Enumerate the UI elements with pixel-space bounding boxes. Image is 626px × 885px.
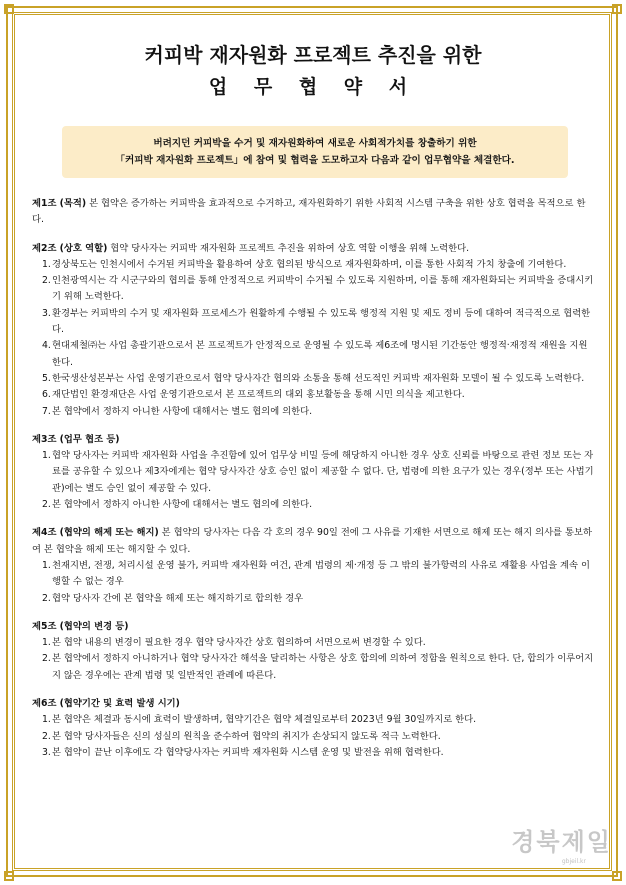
clause-number: 1. <box>42 450 51 462</box>
article-heading <box>32 196 594 229</box>
article-intro: 본 협약의 당사자는 다음 각 호의 경우 90일 전에 그 사유를 기재한 서면으로 해제 또는 해지 의사를 통보하여 본 협약을 해제 또는 해지할 수 있다. <box>32 527 592 555</box>
corner-ornament <box>612 4 622 14</box>
clause-text: 본 협약에서 정하지 아니하거나 협약 당사자간 해석을 달리하는 사항은 상호 합의에 의하여 정함을 원칙으로 한다. 단, 합의가 이루어지지 않은 경우에는 관계 법령 및 일반적인 관례에 따른다. <box>52 653 594 681</box>
clause-item <box>38 591 594 607</box>
document-title: 커피박 재자원화 프로젝트 추진을 위한 <box>144 43 482 67</box>
clause-number: 2. <box>42 275 51 287</box>
article-heading <box>32 525 594 558</box>
document-subtitle: 업 무 협 약 서 <box>208 76 418 98</box>
article-2 <box>32 241 594 420</box>
clause-item <box>38 448 594 497</box>
clause-item <box>38 729 594 745</box>
preamble-line-2: 「커피박 재자원화 프로젝트」에 참여 및 협력을 도모하고자 다음과 같이 업무협약을 체결한다. <box>115 155 515 166</box>
watermark-url: gbjeil.kr <box>561 858 586 865</box>
clause-text: 천재지변, 전쟁, 처리시설 운영 불가, 커피박 재자원화 여건, 관계 법령의 제·개정 등 그 밖의 불가항력의 사유로 재활용 사업을 계속 이행할 수 없는 경우 <box>52 559 590 588</box>
clause-number: 3. <box>42 307 51 319</box>
clause-text: 한국생산성본부는 사업 운영기관으로서 협약 당사자간 협의와 소통을 통해 선도적인 커피박 재자원화 모델이 될 수 있도록 노력한다. <box>52 372 585 384</box>
article-heading <box>32 619 594 635</box>
clause-item <box>38 497 594 513</box>
article-clauses <box>32 558 594 607</box>
clause-number: 2. <box>42 653 51 665</box>
article-title: 제3조 (업무 협조 등) <box>32 433 120 445</box>
clause-item <box>38 257 594 273</box>
clause-item <box>38 273 594 306</box>
article-clauses <box>32 257 594 420</box>
clause-item <box>38 712 594 728</box>
watermark-logo: 경북제일 <box>511 827 612 856</box>
clause-item <box>38 387 594 403</box>
article-clauses <box>32 712 594 761</box>
clause-number: 6. <box>42 389 51 401</box>
clause-number: 5. <box>42 372 51 384</box>
article-heading <box>32 241 594 257</box>
article-title: 제5조 (협약의 변경 등) <box>32 620 129 632</box>
clause-text: 협약 당사자 간에 본 협약을 해제 또는 해지하기로 합의한 경우 <box>52 592 304 604</box>
clause-item <box>38 338 594 371</box>
clause-text: 본 협약이 끝난 이후에도 각 협약당사자는 커피박 재자원화 시스템 운영 및 발전을 위해 협력한다. <box>52 746 444 758</box>
clause-item <box>38 306 594 339</box>
clause-item <box>38 404 594 420</box>
clause-text: 본 협약은 체결과 동시에 효력이 발생하며, 협약기간은 협약 체결일로부터 2023년 9월 30일까지로 한다. <box>52 714 477 726</box>
article-title: 제4조 (협약의 해제 또는 해지) <box>32 527 159 539</box>
preamble-banner <box>62 126 568 178</box>
clause-item <box>38 371 594 387</box>
clause-item <box>38 651 594 684</box>
clause-item <box>38 635 594 651</box>
clause-text: 본 협약 당사자들은 신의 성실의 원칙을 준수하여 협약의 취지가 손상되지 않도록 적극 노력한다. <box>52 730 441 742</box>
corner-ornament <box>4 871 14 881</box>
clause-text: 본 협약 내용의 변경이 필요한 경우 협약 당사자간 상호 협의하여 서면으로써 변경할 수 있다. <box>52 637 426 649</box>
article-title: 제2조 (상호 역할) <box>32 242 108 254</box>
clause-number: 3. <box>42 746 51 758</box>
clause-text: 본 협약에서 정하지 아니한 사항에 대해서는 별도 협의에 의한다. <box>52 405 313 417</box>
article-title: 제6조 (협약기간 및 효력 발생 시기) <box>32 698 180 710</box>
article-title: 제1조 (목적) <box>32 198 87 209</box>
clause-text: 환경부는 커피박의 수거 및 재자원화 프로세스가 원활하게 수행될 수 있도록 행정적 지원 및 제도 정비 등에 대하여 적극적으로 협력한다. <box>52 307 591 336</box>
article-1 <box>32 196 594 229</box>
clause-number: 4. <box>42 340 51 352</box>
clause-number: 7. <box>42 405 51 417</box>
clause-item <box>38 745 594 761</box>
article-clauses <box>32 635 594 684</box>
article-3 <box>32 432 594 513</box>
article-5 <box>32 619 594 684</box>
clause-text: 인천광역시는 각 시군구와의 협의를 통해 안정적으로 커피박이 수거될 수 있도록 지원하며, 이를 통해 재자원화되는 커피박을 증대시키기 위해 노력한다. <box>52 275 594 303</box>
article-6 <box>32 696 594 761</box>
clause-number: 2. <box>42 730 51 742</box>
clause-number: 1. <box>42 559 51 571</box>
article-4 <box>32 525 594 606</box>
clause-text: 협약 당사자는 커피박 재자원화 사업을 추진함에 있어 업무상 비밀 등에 해당하지 아니한 경우 상호 신뢰를 바탕으로 관련 정보 또는 자료를 공유할 수 있으나 제3자에게는 협약 당사자간 상호 승인 없이 제공할 수 없다. 단, 법령에 의한 요구가 있는 경우(정부 또는 사법기관)에는 별도 승인 없이 제공할 수 있다. <box>52 450 594 494</box>
article-heading <box>32 432 594 448</box>
corner-ornament <box>612 871 622 881</box>
clause-number: 1. <box>42 258 51 270</box>
article-intro: 협약 당사자는 커피박 재자원화 프로젝트 추진을 위하여 상호 역할 이행을 위해 노력한다. <box>107 242 470 254</box>
article-clauses <box>32 448 594 513</box>
clause-number: 2. <box>42 592 51 604</box>
clause-text: 재단법인 환경재단은 사업 운영기관으로서 본 프로젝트의 대외 홍보활동을 통해 시민 의식을 제고한다. <box>52 389 465 401</box>
clause-item <box>38 558 594 591</box>
clause-text: 경상북도는 인천시에서 수거된 커피박을 활용하여 상호 협의된 방식으로 재자원화하며, 이를 통한 사회적 가치 창출에 기여한다. <box>52 258 567 270</box>
corner-ornament <box>4 4 14 14</box>
clause-text: 현대제철㈜는 사업 총괄기관으로서 본 프로젝트가 안정적으로 운영될 수 있도록 제6조에 명시된 기간동안 행정적·재정적 재원을 지원한다. <box>52 340 588 368</box>
clause-number: 1. <box>42 637 51 649</box>
document-body <box>32 40 594 773</box>
article-intro: 본 협약은 증가하는 커피박을 효과적으로 수거하고, 재자원화하기 위한 사회적 시스템 구축을 위한 상호 협력을 목적으로 한다. <box>32 198 586 226</box>
clause-text: 본 협약에서 정하지 아니한 사항에 대해서는 별도 협의에 의한다. <box>52 499 313 511</box>
article-heading <box>32 696 594 712</box>
clause-number: 2. <box>42 499 51 511</box>
articles-list <box>32 196 594 761</box>
preamble-line-1: 버려지던 커피박을 수거 및 재자원화하여 새로운 사회적가치를 창출하기 위한 <box>153 138 477 149</box>
clause-number: 1. <box>42 714 51 726</box>
